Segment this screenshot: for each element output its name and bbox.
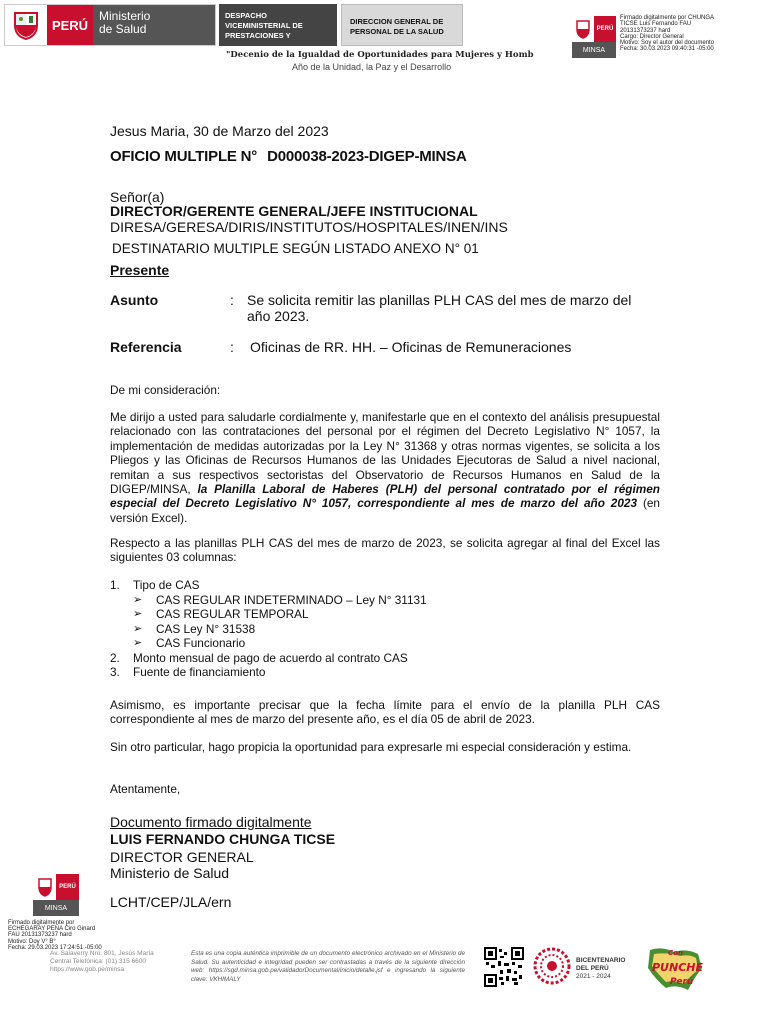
- signature-line: Fecha: 29.03.2023 17:24:51 -05:00: [8, 944, 102, 951]
- signer-ministry: Ministerio de Salud: [110, 865, 230, 881]
- list-number: 2.: [110, 650, 120, 665]
- peru-label: PERÚ: [594, 16, 616, 42]
- signature-text-bottom: [8, 920, 128, 951]
- main-paragraph-start: Me dirijo a usted para saludarle cordialmente y, manifestarle que en el contexto del análisis presupuestal relacionado con las contrataciones del personal por el régimen del Decreto Legislativo N° 1057, la implementación de medidas autorizadas por la Ley N° 31368 y otras normas vigentes, se solicita a los Pliegos y las Oficinas de Recursos Humanos de las Unidades Ejecutoras de Salud a nivel nacional, remitan a sus respectivos sectoristas del Observatorio de Recursos Humanos en Salud de la DIGEP/MINSA,: [110, 410, 660, 497]
- recipient-title: DIRECTOR/GERENTE GENERAL/JEFE INSTITUCIONAL: [110, 203, 478, 219]
- punche-con-text: Con: [668, 949, 683, 957]
- presente-label: Presente: [110, 262, 170, 278]
- main-paragraph-bold: la Planilla Laboral de Haberes (PLH) del personal contratado por el régimen especial del Decreto Legislativo N° 1057, correspondiente al mes de marzo del año 2023: [110, 482, 661, 511]
- main-paragraph-end: (en versión Excel).: [110, 496, 660, 525]
- signature-line: 20131373237 hard: [620, 27, 671, 34]
- peru-shield-icon: [572, 16, 594, 42]
- columns-list: [110, 578, 427, 680]
- signature-line: TICSE Luis Fernando FAU: [620, 21, 692, 28]
- signature-line: FAU 20131373237 hard: [8, 932, 72, 939]
- sublist-item: [110, 593, 427, 608]
- peru-label: PERÚ: [56, 874, 79, 900]
- list-number: 3.: [110, 665, 120, 679]
- signature-line: Cargo: Director General: [620, 33, 684, 40]
- list-item: [110, 578, 427, 593]
- list-number: 1.: [110, 578, 120, 592]
- list-text: Tipo de CAS: [133, 578, 200, 592]
- website-link[interactable]: https://www.gob.pe/minsa: [50, 966, 125, 973]
- con-punche-peru-logo: [640, 944, 710, 994]
- oficio-number: D000038-2023-DIGEP-MINSA: [267, 148, 467, 165]
- digital-signature-stamp-top: [572, 16, 616, 60]
- bicentenario-emblem-icon: [532, 946, 572, 986]
- digital-signature-stamp-bottom: [33, 874, 79, 918]
- anio-slogan: Año de la Unidad, la Paz y el Desarrollo: [292, 62, 452, 72]
- sublist-text: CAS REGULAR INDETERMINADO – Ley N° 31131: [156, 592, 427, 607]
- arrow-bullet-icon: ➢: [133, 593, 143, 606]
- sublist-text: CAS Ley N° 31538: [156, 621, 256, 636]
- ministry-address: [50, 950, 180, 974]
- peru-shield-icon: [33, 874, 56, 900]
- sublist-item: [110, 622, 427, 637]
- bicentenario-text: [576, 957, 625, 981]
- recipient-institutions: DIRESA/GERESA/DIRIS/INSTITUTOS/HOSPITALES/INEN/INS: [110, 219, 508, 235]
- signature-line: Motivo: Soy el autor del documento: [620, 40, 715, 47]
- referencia-text: Oficinas de RR. HH. – Oficinas de Remuneraciones: [250, 339, 572, 355]
- sublist-item: [110, 607, 427, 622]
- peru-shield-icon: [5, 5, 47, 45]
- letter-date: Jesus Maria, 30 de Marzo del 2023: [110, 123, 329, 139]
- list-text: Monto mensual de pago de acuerdo al contrato CAS: [133, 650, 408, 665]
- address-line: Central Telefónica: (01) 315 6600: [50, 958, 146, 965]
- oficio-label: OFICIO MULTIPLE N°: [110, 148, 258, 165]
- address-line: Av. Salaverry Nro. 801, Jesús María: [50, 950, 154, 957]
- referencia-label: Referencia: [110, 339, 182, 355]
- bicentenario-line: BICENTENARIO: [576, 957, 626, 964]
- signature-line: Firmado digitalmente por: [8, 920, 75, 926]
- signature-text-top: [620, 15, 766, 53]
- peru-label: PERÚ: [47, 5, 93, 45]
- asimismo-paragraph: Asimismo, es importante precisar que la fecha límite para el envío de la planilla PLH CAS correspondiente al mes de marzo del presente año, es el día 05 de abril de 2023.: [110, 698, 660, 727]
- asunto-colon: :: [230, 292, 234, 308]
- signature-line: Motivo: Doy V° B°: [8, 938, 56, 945]
- closing-paragraph: Sin otro particular, hago propicia la oportunidad para expresarle mi especial consideración y estima.: [110, 740, 632, 754]
- recipient-multiple: DESTINATARIO MULTIPLE SEGÚN LISTADO ANEXO N° 01: [112, 241, 479, 256]
- documento-firmado-label: Documento firmado digitalmente: [110, 814, 312, 830]
- consideracion-line: De mi consideración:: [110, 383, 221, 397]
- minsa-label: MINSA: [572, 42, 616, 58]
- recipient-salutation: Señor(a): [110, 189, 165, 205]
- signature-line: Firmado digitalmente por CHUNGA: [620, 15, 715, 21]
- oficio-title: [110, 148, 467, 165]
- asunto-text: Se solicita remitir las planillas PLH CAS del mes de marzo del año 2023.: [247, 292, 632, 324]
- bicentenario-line: DEL PERÚ: [576, 965, 609, 972]
- authenticity-footnote: Esta es una copia auténtica imprimible de un documento electrónico archivado en el Ministerio de Salud. Su autenticidad e integridad pueden ser contrastadas a través de la siguiente dirección web: https://sgd.minsa.gob.pe/validadorDocumental/inicio/detalle.jsf e ingresando la siguiente clave: VKHIMALY: [191, 950, 465, 983]
- signature-line: Fecha: 30.03.2023 09:40:31 -05:00: [620, 46, 714, 53]
- sublist-text: CAS Funcionario: [156, 636, 246, 650]
- qr-code-icon: [484, 947, 524, 987]
- reference-initials: LCHT/CEP/JLA/ern: [110, 894, 232, 910]
- punche-word-text: PUNCHE: [652, 961, 703, 974]
- ministerio-label: Ministerio de Salud: [93, 5, 215, 45]
- punche-peru-text: Perú: [670, 977, 694, 987]
- decenio-slogan: "Decenio de la Igualdad de Oportunidades para Mujeres y Homb: [226, 50, 534, 60]
- list-item: [110, 651, 427, 666]
- minsa-label: MINSA: [33, 900, 79, 916]
- sublist-item: [110, 636, 427, 651]
- arrow-bullet-icon: ➢: [133, 622, 143, 635]
- signer-role: DIRECTOR GENERAL: [110, 849, 254, 865]
- main-paragraph: [110, 410, 660, 525]
- respecto-paragraph: Respecto a las planillas PLH CAS del mes de marzo de 2023, se solicita agregar al final del Excel las siguientes 03 columnas:: [110, 536, 660, 565]
- list-item: [110, 665, 427, 680]
- list-text: Fuente de financiamiento: [133, 665, 266, 679]
- atentamente-line: Atentamente,: [110, 782, 181, 796]
- arrow-bullet-icon: ➢: [133, 637, 143, 649]
- ministerio-logo: [4, 4, 216, 46]
- bicentenario-line: 2021 - 2024: [576, 973, 611, 980]
- despacho-label: DESPACHO VICEMINISTERIAL DE PRESTACIONES Y: [219, 4, 337, 46]
- signer-name: LUIS FERNANDO CHUNGA TICSE: [110, 831, 336, 847]
- arrow-bullet-icon: ➢: [133, 608, 143, 620]
- sublist-text: CAS REGULAR TEMPORAL: [156, 607, 309, 621]
- referencia-colon: :: [230, 339, 234, 355]
- asunto-label: Asunto: [110, 292, 159, 308]
- direccion-label: DIRECCION GENERAL DE PERSONAL DE LA SALUD: [341, 4, 463, 46]
- signature-line: ECHEGARAY PEÑA Ciro Ginard: [8, 926, 96, 933]
